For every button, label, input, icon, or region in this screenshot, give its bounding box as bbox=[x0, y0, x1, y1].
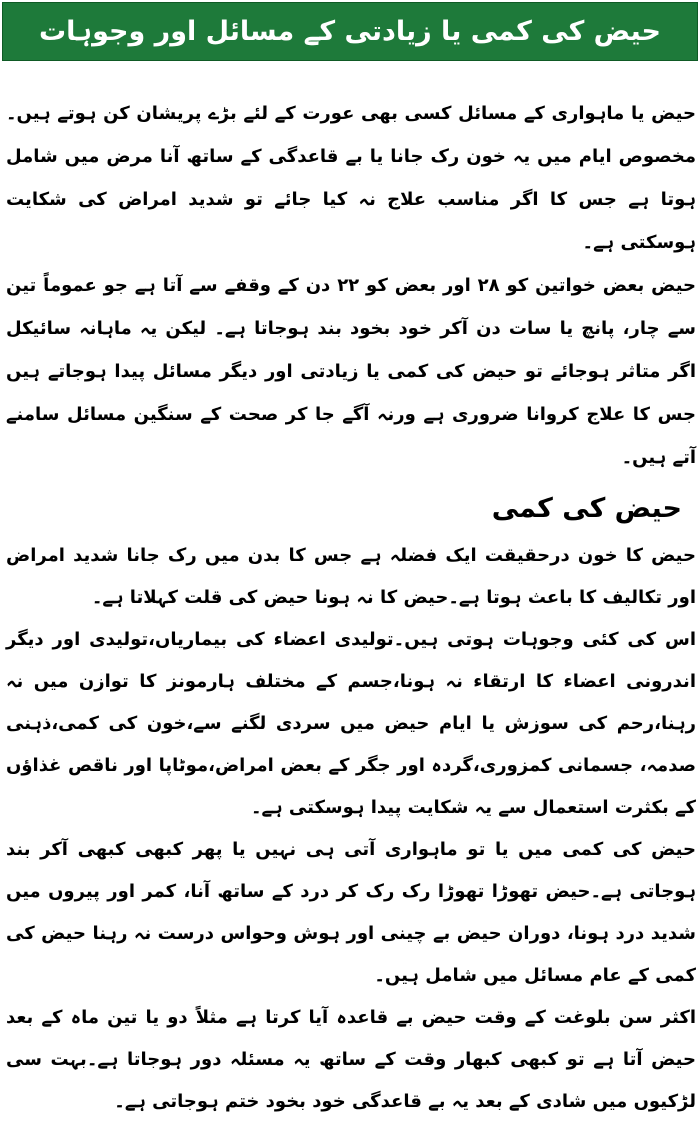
section-paragraph-4: اکثر سن بلوغت کے وقت حیض بے قاعدہ آیا کرتا ہے مثلاً دو یا تین ماہ کے بعد حیض آتا ہے تو کبھی کبھار وقت کے ساتھ یہ مسئلہ دور ہوجاتا ہے۔بہت سی لڑکیوں میں شادی کے بعد یہ بے قاعدگی خود بخود ختم ہوجاتی ہے۔ bbox=[6, 1007, 696, 1112]
title-banner bbox=[2, 2, 698, 61]
section-paragraph-2: اس کی کئی وجوہات ہوتی ہیں۔تولیدی اعضاء کی بیماریاں،تولیدی اور دیگر اندرونی اعضاء کا ارتقاء نہ ہونا،جسم کے مختلف ہارمونز کا توازن میں نہ رہنا،رحم کی سوزش یا ایام حیض میں سردی لگنے سے،خون کی کمی،ذہنی صدمہ، جسمانی کمزوری،گردہ اور جگر کے بعض امراض،موٹاپا اور ناقص غذاؤں کے بکثرت استعمال سے یہ شکایت پیدا ہوسکتی ہے۔ bbox=[6, 629, 696, 818]
intro-paragraph-2: حیض بعض خواتین کو ۲۸ اور بعض کو ۲۲ دن کے وقفے سے آتا ہے جو عموماً تین سے چار، پانچ یا سات دن آکر خود بخود بند ہوجاتا ہے۔ لیکن یہ ماہانہ سائیکل اگر متاثر ہوجائے تو حیض کی کمی یا زیادتی اور دیگر مسائل پیدا ہوجاتے ہیں جس کا علاج کروانا ضروری ہے ورنہ آگے جا کر صحت کے سنگین مسائل سامنے آتے ہیں۔ bbox=[6, 275, 697, 468]
intro-paragraph-1: حیض یا ماہواری کے مسائل کسی بھی عورت کے لئے بڑے پریشان کن ہوتے ہیں۔مخصوص ایام میں یہ خون رک جانا یا بے قاعدگی کے ساتھ آنا مرض میں شامل ہوتا ہے جس کا اگر مناسب علاج نہ کیا جائے تو شدید امراض کی شکایت ہوسکتی ہے۔ bbox=[6, 103, 696, 253]
section-heading: حیض کی کمی bbox=[491, 493, 682, 524]
section-paragraph-1: حیض کا خون درحقیقت ایک فضلہ ہے جس کا بدن میں رک جانا شدید امراض اور تکالیف کا باعث ہوتا ہے۔حیض کا نہ ہونا حیض کی قلت کہلاتا ہے۔ bbox=[6, 545, 696, 608]
page-title: حیض کی کمی یا زیادتی کے مسائل اور وجوہات bbox=[39, 16, 661, 47]
section-paragraph-3: حیض کی کمی میں یا تو ماہواری آتی ہی نہیں یا پھر کبھی کبھی آکر بند ہوجاتی ہے۔حیض تھوڑا تھوڑا رک رک کر درد کے ساتھ آنا، کمر اور پیروں میں شدید درد ہونا، دوران حیض بے چینی اور ہوش وحواس درست نہ رہنا حیض کی کمی کے عام مسائل میں شامل ہیں۔ bbox=[6, 839, 696, 986]
article-body bbox=[6, 92, 696, 1123]
